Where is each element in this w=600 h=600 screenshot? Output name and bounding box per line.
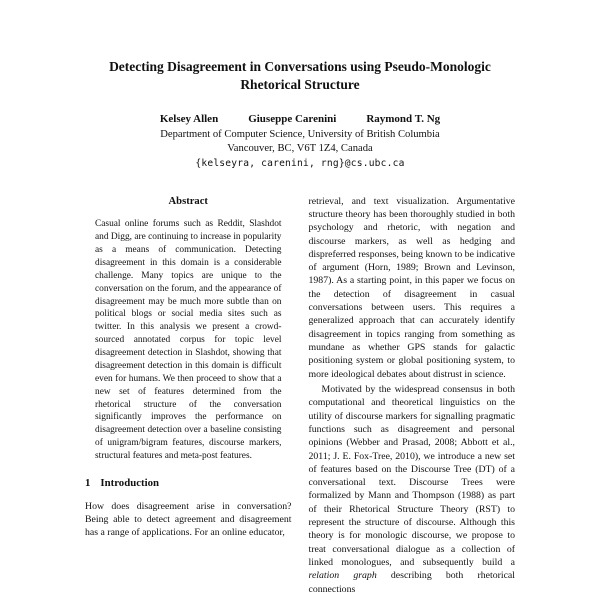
paper-title: Detecting Disagreement in Conversations using Pseudo-Monologic Rhetorical Structure [109,59,491,92]
right-column [309,195,516,596]
italic-term: relation graph [308,570,377,582]
affiliation-line: Department of Computer Science, University of British Columbia [160,128,440,140]
author-name: Raymond T. Ng [366,112,441,125]
body-paragraph [309,383,516,596]
section-title: Introduction [100,476,160,489]
abstract-text: Casual online forums such as Reddit, Slashdot and Digg, are continuing to increase in popularity as a means of communication. Detecting disagreement in this domain is a considerable challenge. Many topics are unique to the conversation on the forum, and the appearance of disagreement may be much more subtle than on political blogs or social media sites such as twitter. In this analysis we present a crowd-sourced annotated corpus for topic level disagreement detection in Slashdot, showing that disagreement detection in this domain is difficult even for humans. We then proceed to show that a new set of features determined from the rhetorical structure of the conversation significantly improves the performance on disagreement detection over a baseline consisting of unigram/bigram features, discourse markers, structural features and meta-post features. [95,219,282,462]
section-heading-introduction [85,476,292,491]
section-number: 1 [85,476,91,489]
two-column-body [85,195,515,596]
left-column [85,195,292,596]
author-emails: {kelseyra, carenini, rng}@cs.ubc.ca [195,157,405,169]
author-list [85,113,515,125]
author-name: Kelsey Allen [159,112,219,125]
affiliation-line: Vancouver, BC, V6T 1Z4, Canada [227,142,373,154]
introduction-paragraph: How does disagreement arise in conversation? Being able to detect agreement and disagreement has a range of applications. For an online educator, [85,500,292,539]
abstract-heading: Abstract [168,195,208,207]
paragraph-text: describing both rhetorical connections [308,570,515,595]
body-paragraph: retrieval, and text visualization. Argumentative structure theory has been thoroughly studied in both psychology and rhetoric, with negation and discourse markers, as well as hedging and dispreferred responses, being known to be indicative of argument (Horn, 1989; Brown and Levinson, 1987). As a starting point, in this paper we focus on the detection of disagreement in casual conversations between users. This requires a generalized approach that can accurately identify disagreement in topics ranging from something as mundane as whether GPS stands for galactic positioning system or global positioning system, to more ideological debates about distrust in science. [308,195,515,380]
paragraph-text: Motivated by the widespread consensus in both computational and theoretical linguistics on the utility of discourse markers for signalling pragmatic functions such as disagreement and personal opinions (Webber and Prasad, 2008; Abbott et al., 2011; J. E. Fox-Tree, 2010), we introduce a new set of features based on the Discourse Tree (DT) of a conversational text. Discourse Trees were formalized by Mann and Thompson (1988) as part of their Rhetorical Structure Theory (RST) to represent the structure of discourse. Although this theory is for monologic discourse, we propose to treat conversational dialogue as a collection of linked monologues, and subsequently build a [308,383,515,568]
author-name: Giuseppe Carenini [248,112,337,125]
